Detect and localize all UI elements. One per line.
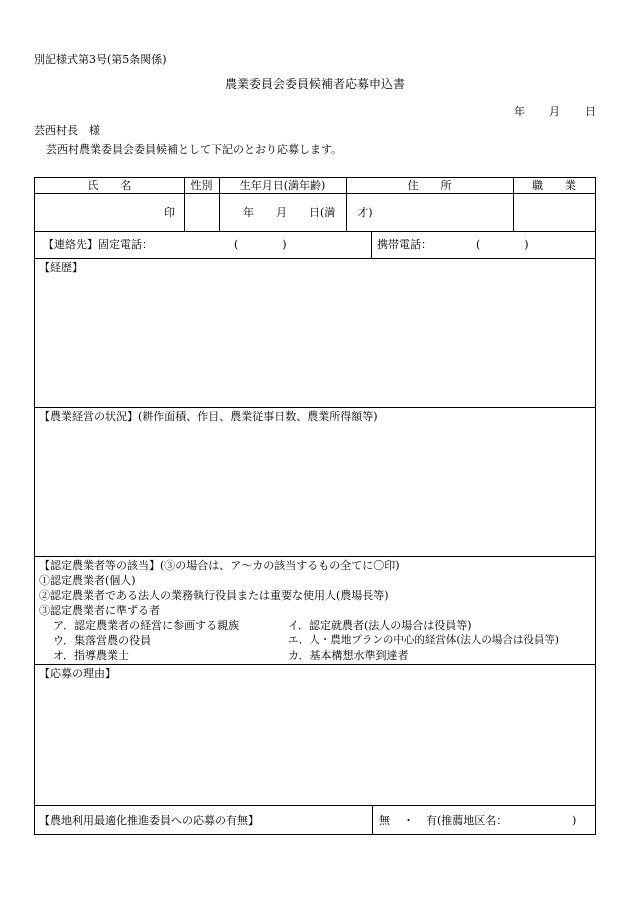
certified-sub-d: エ．人・農地プランの中心的経営体(法人の場合は役員等) — [288, 634, 560, 646]
row-rule-person — [35, 231, 595, 232]
row-rule-contact — [35, 258, 595, 259]
form-title: 農業委員会委員候補者応募申込書 — [224, 77, 405, 91]
certified-item-3: ③認定農業者に準ずる者 — [39, 604, 160, 617]
date-month: 月 — [549, 105, 560, 118]
header-name: 氏 名 — [87, 179, 132, 192]
committee-dot: ・ — [403, 814, 414, 827]
committee-yes: 有(推薦地区名： — [426, 814, 508, 827]
form-number: 別記様式第3号(第5条関係) — [34, 53, 167, 66]
intro-text: 芸西村農業委員会委員候補として下記のとおり応募します。 — [46, 143, 343, 156]
reason-label: 【応募の理由】 — [39, 667, 116, 680]
certified-sub-a: ア．認定農業者の経営に参画する親族 — [53, 619, 240, 632]
farm-status-label: 【農業経営の状況】(耕作面積、作目、農業従事日数、農業所得額等) — [39, 410, 378, 423]
date-day: 日 — [585, 105, 596, 118]
application-form-table — [34, 177, 596, 835]
contact-mobile-paren: ( ) — [476, 238, 529, 251]
contact-fixed-label: 【連絡先】固定電話： — [43, 238, 153, 251]
certified-item-2: ②認定農業者である法人の業務執行役員または重要な使用人(農場長等) — [39, 589, 389, 602]
certified-sub-e: オ．指導農業士 — [53, 649, 130, 662]
row-rule-header — [35, 193, 595, 194]
certified-sub-c: ウ．集落営農の役員 — [53, 634, 152, 647]
committee-none: 無 — [379, 814, 390, 827]
header-birth: 生年月日(満年齢) — [239, 179, 326, 192]
header-address: 住 所 — [407, 179, 452, 192]
career-label: 【経歴】 — [39, 261, 83, 274]
addressee: 芸西村長 様 — [34, 124, 100, 137]
certified-sub-f: カ．基本構想水準到達者 — [288, 649, 409, 662]
seal-mark: 印 — [164, 206, 175, 219]
committee-label: 【農地利用最適化推進委員への応募の有無】 — [39, 814, 259, 827]
committee-close: ) — [572, 814, 577, 827]
row-rule-career — [35, 407, 595, 408]
date-year: 年 — [514, 105, 525, 118]
row-rule-farm — [35, 556, 595, 557]
certified-heading: 【認定農業者等の該当】(③の場合は、ア〜カの該当するもの全てに〇印) — [39, 559, 400, 572]
header-occupation: 職 業 — [532, 179, 576, 192]
row-rule-certified — [35, 664, 595, 665]
birth-date-fill: 年 月 日(満 才) — [243, 206, 373, 219]
certified-item-1: ①認定農業者(個人) — [39, 574, 136, 587]
contact-mobile-label: 携帯電話： — [377, 238, 432, 251]
row-rule-reason — [35, 805, 595, 806]
contact-fixed-paren: ( ) — [234, 238, 287, 251]
header-sex: 性別 — [190, 179, 213, 192]
col-rule-committee — [372, 805, 373, 835]
certified-sub-b: イ．認定就農者(法人の場合は役員等) — [288, 619, 472, 632]
col-rule-contact — [371, 231, 372, 258]
